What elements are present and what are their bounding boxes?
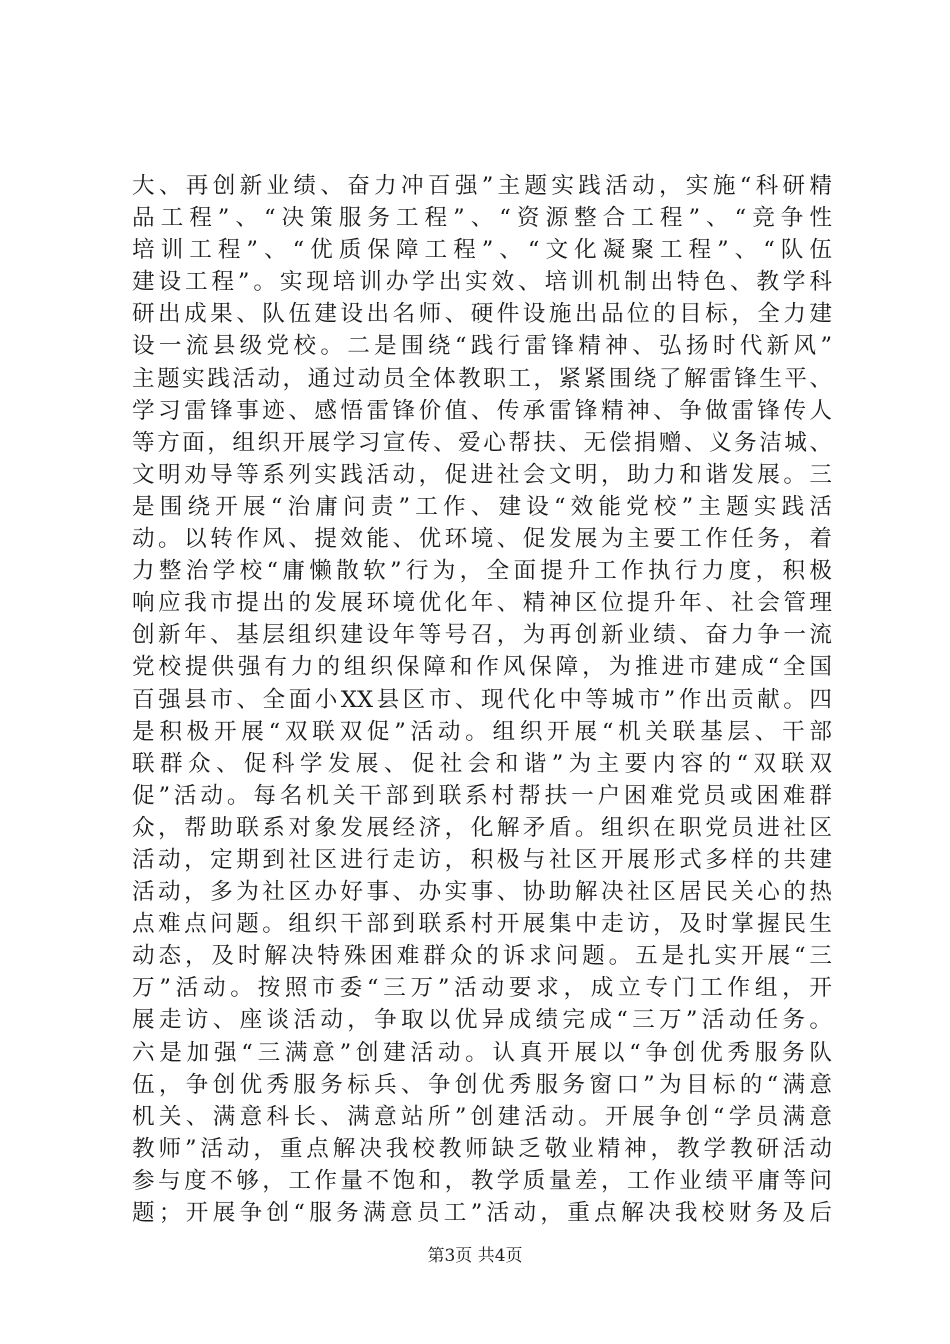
text-line: 大、再创新业绩、奋力冲百强”主题实践活动，实施“科研精 [132,173,832,199]
text-line: 品工程”、“决策服务工程”、“资源整合工程”、“竞争性 [132,205,832,232]
text-line: 力整治学校“庸懒散软”行为，全面提升工作执行力度，积极 [132,558,832,585]
text-line: 是积极开展“双联双促”活动。组织开展“机关联基层、干部 [132,718,832,745]
text-line: 是围绕开展“治庸问责”工作、建设“效能党校”主题实践活 [132,493,832,520]
text-line: 建设工程”。实现培训办学出实效、培训机制出特色、教学科 [132,269,832,296]
text-line: 设一流县级党校。二是围绕“践行雷锋精神、弘扬时代新风” [132,333,832,360]
text-line: 培训工程”、“优质保障工程”、“文化凝聚工程”、“队伍 [132,237,832,264]
text-line: 机关、满意科长、满意站所”创建活动。开展争创“学员满意 [132,1103,832,1130]
text-line: 点难点问题。组织干部到联系村开展集中走访，及时掌握民生 [132,911,832,938]
text-line: 六是加强“三满意”创建活动。认真开展以“争创优秀服务队 [132,1039,832,1066]
text-line: 活动，定期到社区进行走访，积极与社区开展形式多样的共建 [132,846,832,873]
text-line: 响应我市提出的发展环境优化年、精神区位提升年、社会管理 [132,590,832,617]
text-line: 众，帮助联系对象发展经济，化解矛盾。组织在职党员进社区 [132,814,832,841]
text-line: 题；开展争创“服务满意员工”活动，重点解决我校财务及后 [132,1200,832,1226]
text-line: 动态，及时解决特殊困难群众的诉求问题。五是扎实开展“三 [132,943,832,970]
body-text [132,170,832,1229]
text-line: 百强县市、全面小XX县区市、现代化中等城市”作出贡献。四 [132,686,832,713]
text-line: 学习雷锋事迹、感悟雷锋价值、传承雷锋精神、争做雷锋传人 [132,397,832,424]
text-line: 等方面，组织开展学习宣传、爱心帮扶、无偿捐赠、义务洁城、 [132,429,832,456]
page-footer: 第3页 共4页 [427,1246,523,1266]
text-line: 展走访、座谈活动，争取以优异成绩完成“三万”活动任务。 [132,1007,832,1034]
text-line: 伍，争创优秀服务标兵、争创优秀服务窗口”为目标的“满意 [132,1071,832,1098]
text-line: 参与度不够，工作量不饱和，教学质量差，工作业绩平庸等问 [132,1167,832,1194]
text-line: 研出成果、队伍建设出名师、硬件设施出品位的目标，全力建 [132,301,832,328]
text-line: 万”活动。按照市委“三万”活动要求，成立专门工作组，开 [132,975,832,1002]
text-line: 创新年、基层组织建设年等号召，为再创新业绩、奋力争一流 [132,622,832,649]
text-line: 文明劝导等系列实践活动，促进社会文明，助力和谐发展。三 [132,461,832,488]
text-line: 主题实践活动，通过动员全体教职工，紧紧围绕了解雷锋生平、 [132,365,832,392]
text-line: 党校提供强有力的组织保障和作风保障，为推进市建成“全国 [132,654,832,681]
text-line: 联群众、促科学发展、促社会和谐”为主要内容的“双联双 [132,750,832,777]
text-line: 促”活动。每名机关干部到联系村帮扶一户困难党员或困难群 [132,782,832,809]
text-line: 动。以转作风、提效能、优环境、促发展为主要工作任务，着 [132,526,832,553]
text-line: 教师”活动，重点解决我校教师缺乏敬业精神，教学教研活动 [132,1135,832,1162]
text-line: 活动，多为社区办好事、办实事、协助解决社区居民关心的热 [132,879,832,906]
